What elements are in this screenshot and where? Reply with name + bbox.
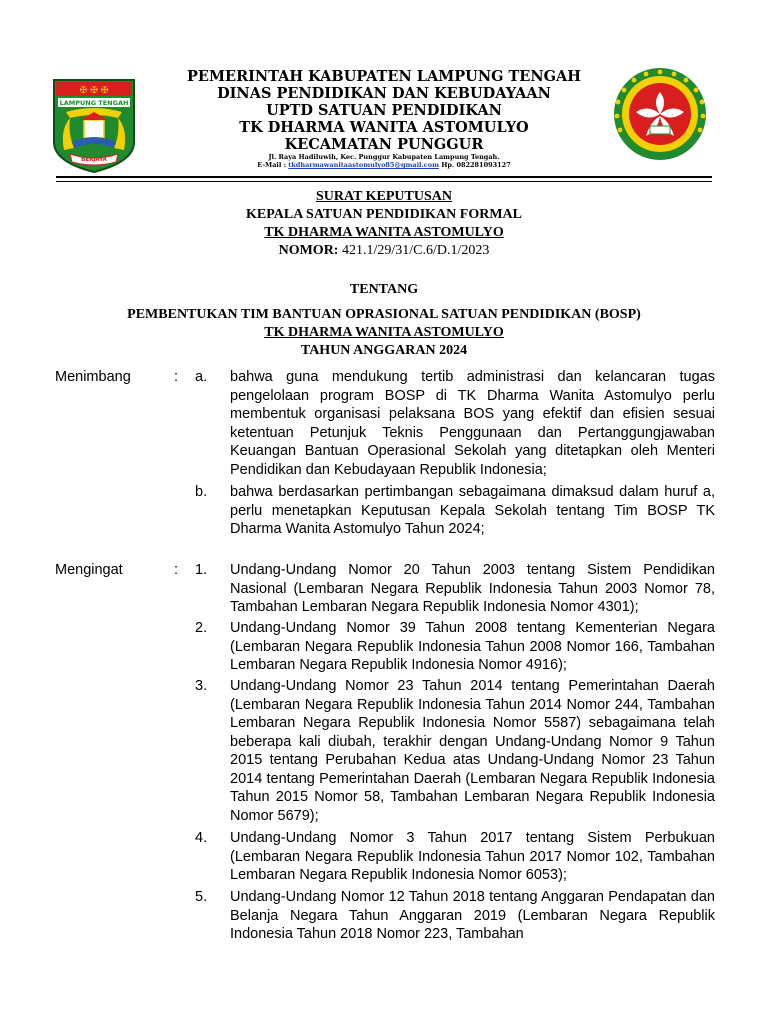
- item-text: Undang-Undang Nomor 23 Tahun 2014 tentang Pemerintahan Daerah (Lembaran Negara Republik Indonesia Tahun 2014 Nomor 244, Tambahan Lembaran Negara Republik Indonesia Nomor 5587) sebagaimana telah beberapa kali diubah, terakhir dengan Undang-Undang Nomor 9 Tahun 2015 tentang Perubahan Kedua atas Undang-Undang Nomor 23 Tahun 2014 tentang Pemerintahan Daerah (Lembaran Negara Republik Indonesia Tahun 2015 Nomor 58, Tambahan Lembaran Negara Republik Indonesia Nomor 5679);: [230, 678, 715, 824]
- mengingat-label: Mengingat: [55, 562, 123, 578]
- item-number: 4.: [195, 830, 208, 846]
- decree-subject-2: TK DHARMA WANITA ASTOMULYO: [264, 325, 504, 340]
- logo-left-text: LAMPUNG TENGAH: [59, 99, 129, 107]
- letterhead-rule-thick: [56, 176, 712, 178]
- decree-subject: [60, 306, 708, 360]
- item-number: 5.: [195, 889, 208, 905]
- item-number: 1.: [195, 562, 208, 578]
- letterhead-address: Jl. Raya Hadiluwih, Kec. Punggur Kabupaten Lampung Tengah.: [268, 153, 500, 161]
- dharma-wanita-emblem-icon: [612, 66, 708, 162]
- item-number: 2.: [195, 620, 208, 636]
- item-text: Undang-Undang Nomor 20 Tahun 2003 tentang Sistem Pendidikan Nasional (Lembaran Negara Republik Indonesia Tahun 2003 Nomor 78, Tambahan Lembaran Negara Republik Indonesia Nomor 4301);: [230, 562, 715, 615]
- letterhead-contact: [150, 161, 618, 169]
- decree-subject-1: PEMBENTUKAN TIM BANTUAN OPRASIONAL SATUAN PENDIDIKAN (BOSP): [127, 307, 641, 322]
- letterhead: [150, 68, 618, 169]
- email-label: E-Mail :: [257, 161, 287, 169]
- item-number: b.: [195, 484, 208, 500]
- decree-title-block: [60, 188, 708, 260]
- letterhead-rule-thin: [56, 181, 712, 182]
- letterhead-line-2: DINAS PENDIDIKAN DAN KEBUDAYAAN: [217, 85, 551, 102]
- decree-number-value: 421.1/29/31/C.6/D.1/2023: [341, 243, 490, 258]
- mengingat-colon: :: [174, 562, 179, 578]
- tentang-heading: TENTANG: [349, 282, 419, 297]
- decree-title-2: KEPALA SATUAN PENDIDIKAN FORMAL: [246, 207, 522, 222]
- item-number: a.: [195, 369, 208, 385]
- logo-left-ribbon: BERJAYA: [81, 157, 107, 163]
- item-text: bahwa guna mendukung tertib administrasi dan kelancaran tugas pengelolaan program BOSP di TK Dharma Wanita Astomulyo perlu membentuk organisasi pelaksana BOS yang efektif dan efisien sesuai ketentuan Petunjuk Teknis Penggunaan dan Pertanggungjawaban Keuangan Bantuan Operasional Sekolah yang ditetapkan oleh Menteri Pendidikan dan Kebudayaan Republik Indonesia;: [230, 369, 715, 478]
- svg-text:✠ ✠ ✠: ✠ ✠ ✠: [79, 86, 109, 96]
- decree-title-1: SURAT KEPUTUSAN: [315, 189, 452, 204]
- item-text: bahwa berdasarkan pertimbangan sebagaimana dimaksud dalam huruf a, perlu menetapkan Keputusan Kepala Sekolah tentang Tim BOSP TK Dharma Wanita Astomulyo Tahun 2024;: [230, 484, 715, 537]
- item-text: Undang-Undang Nomor 12 Tahun 2018 tentang Anggaran Pendapatan dan Belanja Negara Tahun Anggaran 2019 (Lembaran Negara Republik Indonesia Tahun 2018 Nomor 223, Tambahan: [230, 889, 715, 942]
- letterhead-line-4: TK DHARMA WANITA ASTOMULYO: [239, 119, 529, 136]
- decree-subject-3: TAHUN ANGGARAN 2024: [300, 343, 468, 358]
- menimbang-colon: :: [174, 369, 179, 385]
- item-number: 3.: [195, 678, 208, 694]
- lampung-tengah-emblem-icon: [50, 70, 138, 174]
- email-link[interactable]: tkdharmawanitaastomulyo85@gmail.com: [288, 161, 439, 169]
- decree-title-3: TK DHARMA WANITA ASTOMULYO: [264, 225, 504, 240]
- letterhead-line-5: KECAMATAN PUNGGUR: [284, 136, 484, 153]
- menimbang-label: Menimbang: [55, 369, 131, 385]
- item-text: Undang-Undang Nomor 3 Tahun 2017 tentang Sistem Perbukuan (Lembaran Negara Republik Indonesia Tahun 2017 Nomor 102, Tambahan Lembaran Negara Republik Indonesia Nomor 6053);: [230, 830, 715, 883]
- item-text: Undang-Undang Nomor 39 Tahun 2008 tentang Kementerian Negara (Lembaran Negara Republik Indonesia Tahun 2008 Nomor 166, Tambahan Lembaran Negara Republik Indonesia Nomor 4916);: [230, 620, 715, 673]
- letterhead-line-3: UPTD SATUAN PENDIDIKAN: [266, 102, 502, 119]
- decree-number-label: NOMOR:: [278, 243, 339, 258]
- letterhead-line-1: PEMERINTAH KABUPATEN LAMPUNG TENGAH: [187, 68, 581, 85]
- phone-number: Hp. 082281093127: [441, 161, 511, 169]
- decree-number: [60, 242, 708, 260]
